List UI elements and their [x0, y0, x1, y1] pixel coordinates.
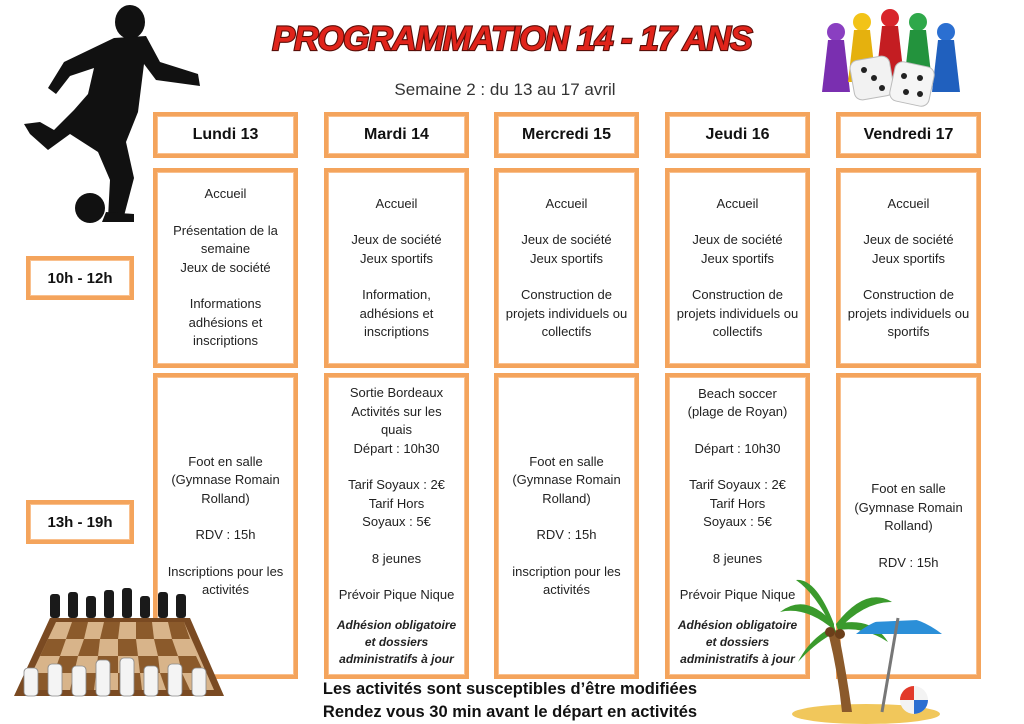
activity-line: collectifs — [541, 324, 592, 339]
activity-line: (Gymnase Romain — [854, 499, 963, 515]
page-title-text: PROGRAMMATION 14 - 17 ANS — [272, 20, 752, 58]
day-header-label: Jeudi 16 — [705, 126, 770, 143]
beach-umbrella-icon — [776, 572, 946, 724]
day-header-label: Mardi 14 — [364, 126, 429, 143]
activity-line: inscriptions — [363, 324, 430, 339]
activity-line: Jeux de société — [863, 232, 954, 247]
time-slot-morning — [26, 256, 134, 300]
activity-line: Jeux de société — [351, 232, 442, 247]
requirement-note: administratifs à jour — [680, 651, 795, 666]
activity-line: projets individuels ou — [505, 305, 628, 321]
activity-line: Rolland) — [884, 518, 933, 533]
activity-line: RDV : 15h — [536, 527, 597, 542]
activity-line: Prévoir Pique Nique — [338, 587, 455, 603]
day-header-vendredi — [836, 112, 981, 158]
week-subtitle: Semaine 2 : du 13 au 17 avril — [394, 80, 616, 99]
game-pawns-icon — [816, 6, 968, 110]
morning-cell-jeudi — [665, 168, 810, 368]
activity-line: Rolland) — [542, 490, 591, 506]
activity-line: Tarif Hors — [709, 495, 766, 511]
activity-line: RDV : 15h — [195, 527, 256, 542]
activity-line: activités — [202, 582, 249, 597]
activity-line: Jeux de société — [180, 259, 271, 275]
requirement-note: Adhésion obligatoire — [336, 617, 457, 632]
activity-line: Activités sur les — [351, 403, 442, 419]
activity-line: (Gymnase Romain — [512, 472, 621, 487]
activity-line: Inscriptions pour les — [167, 563, 284, 579]
activity-line: inscriptions — [192, 333, 259, 349]
activity-line: Tarif Soyaux : 2€ — [689, 477, 786, 492]
activity-line: activités — [543, 582, 590, 597]
activity-line: Foot en salle — [871, 481, 946, 496]
activity-line: Présentation de la — [173, 222, 278, 238]
day-header-label: Vendredi 17 — [863, 126, 954, 143]
activity-line: Sortie Bordeaux — [349, 385, 444, 401]
requirement-note: administratifs à jour — [339, 651, 454, 666]
activity-line: inscription pour les — [512, 563, 621, 579]
activity-line: Jeux de société — [521, 232, 612, 247]
activity-line: adhésions et — [188, 314, 263, 330]
activity-line: RDV : 15h — [878, 554, 939, 570]
time-slot-afternoon — [26, 500, 134, 544]
activity-line: Rolland) — [201, 490, 250, 506]
activity-line: adhésions et — [359, 305, 434, 321]
activity-line: 8 jeunes — [371, 550, 422, 566]
activity-line: Foot en salle — [529, 453, 604, 469]
morning-cell-vendredi — [836, 168, 981, 368]
activity-line: Jeux sportifs — [872, 250, 945, 266]
activity-line: quais — [380, 422, 413, 438]
morning-cell-mercredi — [494, 168, 639, 368]
requirement-note: et dossiers — [705, 634, 770, 649]
activity-line: Accueil — [887, 195, 930, 211]
activity-line: Jeux sportifs — [530, 250, 603, 266]
day-header-mercredi — [494, 112, 639, 158]
activity-line: sportifs — [887, 324, 930, 339]
afternoon-cell-mercredi — [494, 373, 639, 679]
day-header-label: Mercredi 15 — [522, 126, 611, 143]
activity-line: Jeux de société — [692, 232, 783, 247]
activity-line: semaine — [200, 241, 251, 257]
activity-line: Construction de — [862, 287, 955, 302]
activity-line: Départ : 10h30 — [694, 440, 781, 456]
requirement-note: Adhésion obligatoire — [677, 617, 798, 632]
activity-line: Construction de — [520, 287, 613, 302]
activity-line: Prévoir Pique Nique — [679, 587, 796, 602]
activity-line: Tarif Soyaux : 2€ — [348, 477, 445, 493]
activity-line: Accueil — [375, 195, 418, 211]
time-slot-label: 10h - 12h — [47, 269, 113, 287]
activity-line: Accueil — [716, 195, 759, 211]
activity-line: (Gymnase Romain — [171, 472, 280, 487]
day-header-lundi — [153, 112, 298, 158]
day-header-label: Lundi 13 — [192, 126, 259, 143]
activity-line: Soyaux : 5€ — [362, 514, 431, 530]
activity-line: Jeux sportifs — [701, 250, 774, 266]
morning-cell-lundi — [153, 168, 298, 368]
activity-line: projets individuels ou — [676, 305, 799, 321]
activity-line: Informations — [189, 296, 262, 312]
time-slot-label: 13h - 19h — [47, 513, 113, 531]
activity-line: Accueil — [204, 186, 247, 202]
activity-line: Départ : 10h30 — [353, 440, 440, 456]
activity-line: collectifs — [712, 324, 763, 339]
footer-note-1: Les activités sont susceptibles d’être modifiées — [322, 680, 698, 698]
morning-cell-mardi — [324, 168, 469, 368]
activity-line: projets individuels ou — [847, 305, 970, 321]
chess-board-icon — [10, 588, 228, 716]
activity-line: Construction de — [691, 287, 784, 302]
day-header-mardi — [324, 112, 469, 158]
activity-line: 8 jeunes — [712, 550, 763, 566]
activity-line: Accueil — [545, 195, 588, 211]
activity-line: Beach soccer — [698, 385, 777, 401]
page-title — [262, 10, 762, 66]
activity-line: Foot en salle — [188, 453, 263, 469]
activity-line: Tarif Hors — [368, 495, 425, 511]
afternoon-cell-mardi — [324, 373, 469, 679]
day-header-jeudi — [665, 112, 810, 158]
activity-line: Jeux sportifs — [360, 250, 433, 266]
requirement-note: et dossiers — [364, 634, 429, 649]
activity-line: Soyaux : 5€ — [703, 514, 772, 529]
activity-line: (plage de Royan) — [687, 404, 788, 419]
activity-line: Information, — [362, 287, 431, 302]
footer-note-2: Rendez vous 30 min avant le départ en activités — [322, 703, 698, 721]
